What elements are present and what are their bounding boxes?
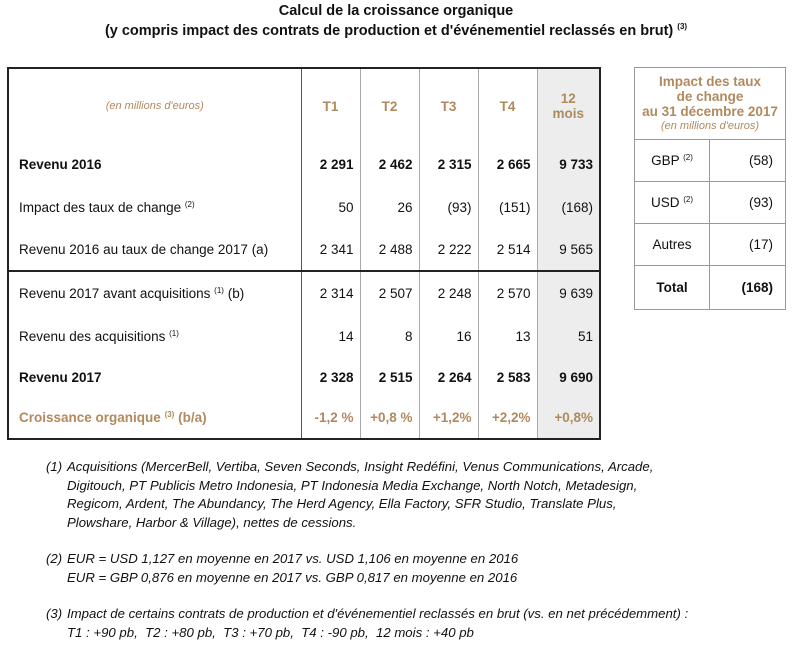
table-cell: 2 291 (301, 143, 360, 186)
row-label (8, 397, 301, 439)
table-cell: 9 690 (537, 357, 600, 397)
footnote-line: EUR = GBP 0,876 en moyenne en 2017 vs. GBP 0,817 en moyenne en 2016 (67, 569, 518, 585)
row-label-ref: (1) (214, 286, 224, 295)
table-row (8, 357, 600, 397)
table-cell: +0,8 % (360, 397, 419, 439)
row-label-text: Revenu 2017 avant acquisitions (19, 286, 211, 301)
title-line-1: Calcul de la croissance organique (278, 3, 514, 19)
table-row (8, 143, 600, 186)
fx-header-line: de change (676, 89, 744, 104)
table-cell: 9 565 (537, 229, 600, 271)
row-label-ref: (2) (184, 200, 195, 209)
table-header-row (8, 68, 600, 143)
table-cell: 51 (537, 315, 600, 357)
footnote-line: Impact de certains contrats de production et d'événementiel reclassés en brut (vs. en net précédemment) : (67, 606, 689, 621)
title-line-2-text: (y compris impact des contrats de production et d'événementiel reclassés en brut) (104, 23, 674, 39)
footnote-body (67, 550, 518, 587)
table-cell: 2 315 (419, 143, 478, 186)
fx-label (635, 182, 710, 224)
row-label-text: Revenu 2016 au taux de change 2017 (a) (19, 242, 269, 257)
row-label (8, 143, 301, 186)
row-label (8, 357, 301, 397)
title-line-2-ref: (3) (677, 22, 688, 31)
column-header: T3 (419, 68, 478, 143)
fx-label-text: Total (656, 280, 688, 295)
table-row (8, 271, 600, 315)
table-cell: 2 264 (419, 357, 478, 397)
fx-header-line: Impact des taux (658, 74, 762, 89)
table-cell: 2 514 (478, 229, 537, 271)
table-cell: 2 665 (478, 143, 537, 186)
footnotes (46, 458, 746, 660)
title-line-2 (0, 22, 792, 39)
fx-impact-table (634, 67, 786, 310)
fx-total-row (635, 266, 786, 310)
fx-value: (58) (710, 140, 786, 182)
table-cell: 2 515 (360, 357, 419, 397)
row-label-text: Croissance organique (19, 410, 161, 425)
table-cell: 14 (301, 315, 360, 357)
table-cell: (151) (478, 186, 537, 229)
fx-header-row (635, 68, 786, 140)
fx-label-ref: (2) (683, 195, 694, 204)
footnote-body (67, 458, 653, 532)
row-label-text: Revenu des acquisitions (19, 328, 166, 344)
footnote-line: Acquisitions (MercerBell, Vertiba, Seven Seconds, Insight Redéfini, Venus Communications, Arcade, (67, 459, 654, 474)
table-cell: -1,2 % (301, 397, 360, 439)
table-cell: 2 314 (301, 271, 360, 315)
row-label-text: Revenu 2016 (19, 157, 102, 172)
row-label (8, 315, 301, 357)
footnote-number: (1) (46, 459, 63, 474)
fx-value: (17) (710, 224, 786, 266)
footnote-line: T1 : +90 pb, T2 : +80 pb, T3 : +70 pb, T4 : -90 pb, 12 mois : +40 pb (67, 624, 474, 640)
table-cell: (93) (419, 186, 478, 229)
row-label-suffix: (b/a) (178, 410, 207, 425)
table-row (8, 229, 600, 271)
table-cell: 16 (419, 315, 478, 357)
fx-unit: (en millions d'euros) (660, 120, 760, 132)
table-cell: 26 (360, 186, 419, 229)
row-label-suffix: (b) (227, 286, 245, 301)
fx-label-text: USD (650, 195, 680, 210)
table-cell: 2 248 (419, 271, 478, 315)
organic-growth-table (7, 67, 601, 440)
fx-label-ref: (2) (683, 153, 693, 162)
fx-label (635, 140, 710, 182)
table-cell: +0,8% (537, 397, 600, 439)
footnote-number: (3) (46, 606, 63, 621)
footnote-body (67, 605, 688, 642)
row-label (8, 271, 301, 315)
table-row (8, 186, 600, 229)
table-cell: 9 733 (537, 143, 600, 186)
fx-label-text: GBP (651, 153, 680, 168)
fx-row (635, 224, 786, 266)
fx-header (635, 68, 786, 140)
table-cell: +1,2% (419, 397, 478, 439)
table-cell: (168) (537, 186, 600, 229)
table-cell: 2 570 (478, 271, 537, 315)
row-label-ref: (1) (169, 328, 179, 338)
table-row (8, 315, 600, 357)
table-cell: 13 (478, 315, 537, 357)
footnote-line: Plowshare, Harbor & Village), nettes de cessions. (67, 514, 357, 530)
footnote (46, 550, 746, 587)
table-row (8, 397, 600, 439)
fx-label-text: Autres (652, 237, 692, 252)
column-header: T4 (478, 68, 537, 143)
table-cell: 9 639 (537, 271, 600, 315)
footnote (46, 605, 746, 642)
footnote-line: Digitouch, PT Publicis Metro Indonesia, PT Indonesia Media Exchange, North Notch, Metadesign, (67, 477, 638, 493)
row-label-text: Revenu 2017 (19, 369, 102, 385)
table-cell: +2,2% (478, 397, 537, 439)
fx-header-line: au 31 décembre 2017 (642, 104, 778, 119)
fx-label (635, 224, 710, 266)
column-header: T2 (360, 68, 419, 143)
table-cell: 2 341 (301, 229, 360, 271)
fx-label (635, 266, 710, 310)
fx-row (635, 140, 786, 182)
table-cell: 2 462 (360, 143, 419, 186)
table-cell: 2 507 (360, 271, 419, 315)
table-cell: 2 222 (419, 229, 478, 271)
row-label-ref: (3) (164, 410, 175, 419)
row-label (8, 186, 301, 229)
footnote-number: (2) (46, 551, 63, 566)
table-cell: 2 488 (360, 229, 419, 271)
column-header: 12 mois (537, 68, 600, 143)
fx-row (635, 182, 786, 224)
footnote-line: Regicom, Ardent, The Abundancy, The Herd Agency, Ella Factory, SFR Studio, Translate Plus, (67, 496, 617, 511)
fx-value: (93) (710, 182, 786, 224)
unit-label: (en millions d'euros) (8, 68, 301, 143)
footnote (46, 458, 746, 532)
column-header: T1 (301, 68, 360, 143)
footnote-line: EUR = USD 1,127 en moyenne en 2017 vs. USD 1,106 en moyenne en 2016 (67, 551, 519, 566)
table-cell: 2 328 (301, 357, 360, 397)
row-label-text: Impact des taux de change (19, 200, 182, 215)
table-cell: 50 (301, 186, 360, 229)
fx-value: (168) (710, 266, 786, 310)
table-cell: 2 583 (478, 357, 537, 397)
row-label (8, 229, 301, 271)
table-cell: 8 (360, 315, 419, 357)
